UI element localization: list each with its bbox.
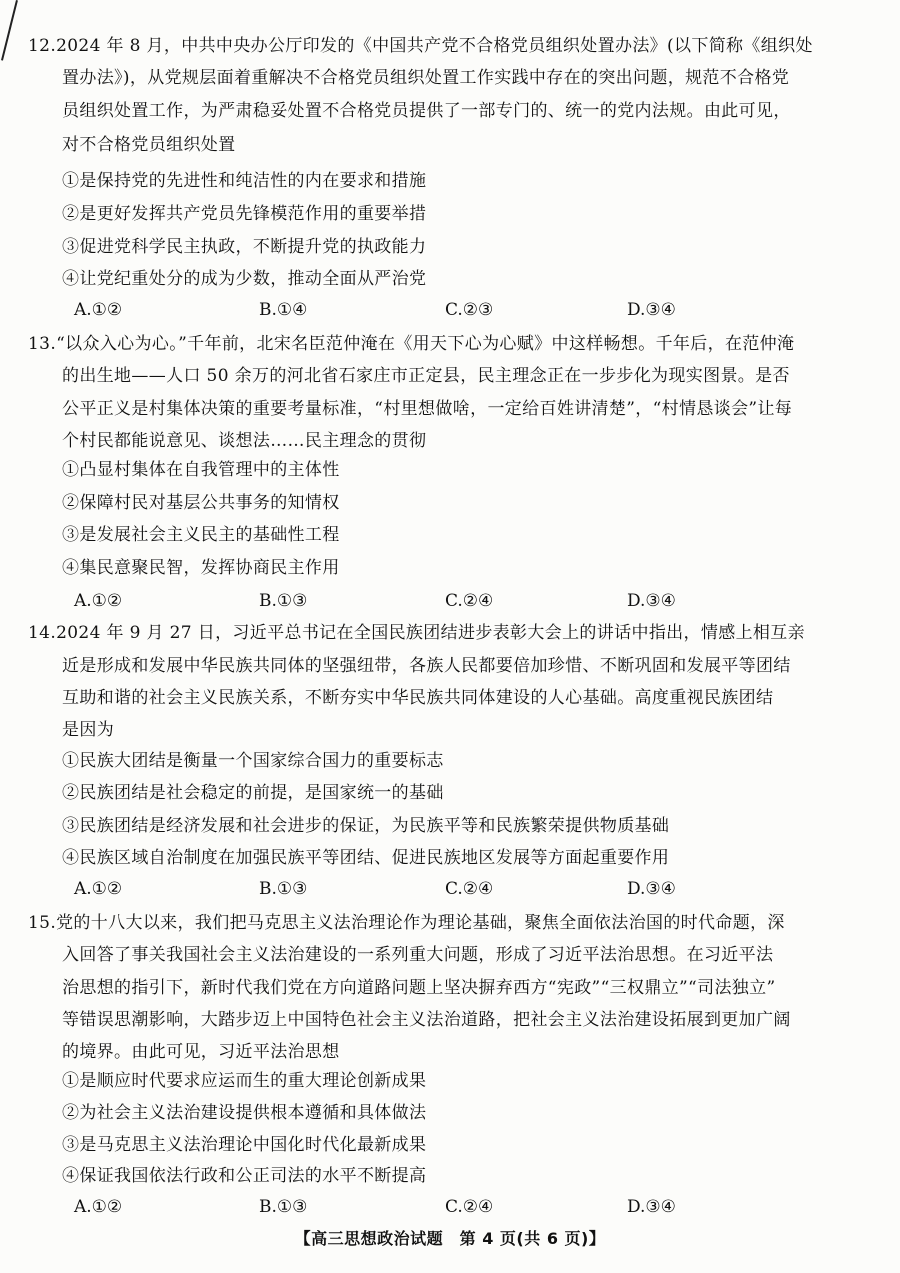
statement-option: ①是顺应时代要求应运而生的重大理论创新成果 <box>62 1071 427 1091</box>
question-stem-line: 等错误思潮影响，大踏步迈上中国特色社会主义法治道路，把社会主义法治建设拓展到更加广阔 <box>62 1010 791 1030</box>
scan-mark <box>1 0 18 61</box>
question-stem-line: 公平正义是村集体决策的重要考量标准，“村里想做啥，一定给百姓讲清楚”，“村情恳谈会”让每 <box>62 399 793 419</box>
answer-choice-b: B.①③ <box>259 1197 308 1217</box>
question-stem-line: 的境界。由此可见，习近平法治思想 <box>62 1042 340 1062</box>
question-stem-line: 15.党的十八大以来，我们把马克思主义法治理论作为理论基础，聚焦全面依法治国的时代命题，深 <box>28 913 785 933</box>
statement-option: ④民族区域自治制度在加强民族平等团结、促进民族地区发展等方面起重要作用 <box>62 848 670 868</box>
answer-choice-d: D.③④ <box>627 879 676 899</box>
question-stem-line: 对不合格党员组织处置 <box>62 135 236 155</box>
question-stem-line: 个村民都能说意见、谈想法……民主理念的贯彻 <box>62 431 427 451</box>
statement-option: ③民族团结是经济发展和社会进步的保证，为民族平等和民族繁荣提供物质基础 <box>62 816 670 836</box>
statement-option: ②民族团结是社会稳定的前提，是国家统一的基础 <box>62 783 444 803</box>
statement-option: ③是发展社会主义民主的基础性工程 <box>62 525 340 545</box>
question-stem-line: 12.2024 年 8 月，中共中央办公厅印发的《中国共产党不合格党员组织处置办法》(以下简称《组织处 <box>28 36 813 56</box>
question-stem-line: 是因为 <box>62 720 115 740</box>
statement-option: ①是保持党的先进性和纯洁性的内在要求和措施 <box>62 171 427 191</box>
answer-choice-b: B.①③ <box>259 879 308 899</box>
statement-option: ④保证我国依法行政和公正司法的水平不断提高 <box>62 1166 427 1186</box>
answer-choice-b: B.①③ <box>259 591 308 611</box>
statement-option: ②保障村民对基层公共事务的知情权 <box>62 493 340 513</box>
answer-choice-a: A.①② <box>74 591 123 611</box>
answer-choice-c: C.②③ <box>445 300 494 320</box>
answer-choice-c: C.②④ <box>445 591 494 611</box>
answer-choice-d: D.③④ <box>627 300 676 320</box>
answer-choice-a: A.①② <box>74 300 123 320</box>
statement-option: ①民族大团结是衡量一个国家综合国力的重要标志 <box>62 751 444 771</box>
answer-choice-a: A.①② <box>74 1197 123 1217</box>
question-stem-line: 13.“以众入心为心。”千年前，北宋名臣范仲淹在《用天下心为心赋》中这样畅想。千年后，在范仲淹 <box>28 334 795 354</box>
answer-choice-c: C.②④ <box>445 879 494 899</box>
question-stem-line: 互助和谐的社会主义民族关系，不断夯实中华民族共同体建设的人心基础。高度重视民族团结 <box>62 688 774 708</box>
page-footer: 【高三思想政治试题 第 4 页(共 6 页)】 <box>294 1229 606 1248</box>
question-stem-line: 14.2024 年 9 月 27 日，习近平总书记在全国民族团结进步表彰大会上的讲话中指出，情感上相互亲 <box>28 623 805 643</box>
answer-choice-c: C.②④ <box>445 1197 494 1217</box>
question-stem-line: 入回答了事关我国社会主义法治建设的一系列重大问题，形成了习近平法治思想。在习近平法 <box>62 945 774 965</box>
statement-option: ③是马克思主义法治理论中国化时代化最新成果 <box>62 1135 427 1155</box>
statement-option: ③促进党科学民主执政，不断提升党的执政能力 <box>62 237 427 257</box>
question-stem-line: 置办法》)，从党规层面着重解决不合格党员组织处置工作实践中存在的突出问题，规范不合格党 <box>62 68 790 88</box>
statement-option: ②为社会主义法治建设提供根本遵循和具体做法 <box>62 1103 427 1123</box>
statement-option: ④集民意聚民智，发挥协商民主作用 <box>62 558 340 578</box>
statement-option: ④让党纪重处分的成为少数，推动全面从严治党 <box>62 269 427 289</box>
statement-option: ①凸显村集体在自我管理中的主体性 <box>62 460 340 480</box>
question-stem-line: 治思想的指引下，新时代我们党在方向道路问题上坚决摒弃西方“宪政”“三权鼎立”“司法独立” <box>62 978 776 998</box>
answer-choice-b: B.①④ <box>259 300 308 320</box>
answer-choice-d: D.③④ <box>627 1197 676 1217</box>
statement-option: ②是更好发挥共产党员先锋模范作用的重要举措 <box>62 204 427 224</box>
question-stem-line: 员组织处置工作，为严肃稳妥处置不合格党员提供了一部专门的、统一的党内法规。由此可见， <box>62 101 791 121</box>
answer-choice-d: D.③④ <box>627 591 676 611</box>
question-stem-line: 的出生地——人口 50 余万的河北省石家庄市正定县，民主理念正在一步步化为现实图景。是否 <box>62 366 790 386</box>
answer-choice-a: A.①② <box>74 879 123 899</box>
question-stem-line: 近是形成和发展中华民族共同体的坚强纽带，各族人民都要倍加珍惜、不断巩固和发展平等团结 <box>62 656 791 676</box>
